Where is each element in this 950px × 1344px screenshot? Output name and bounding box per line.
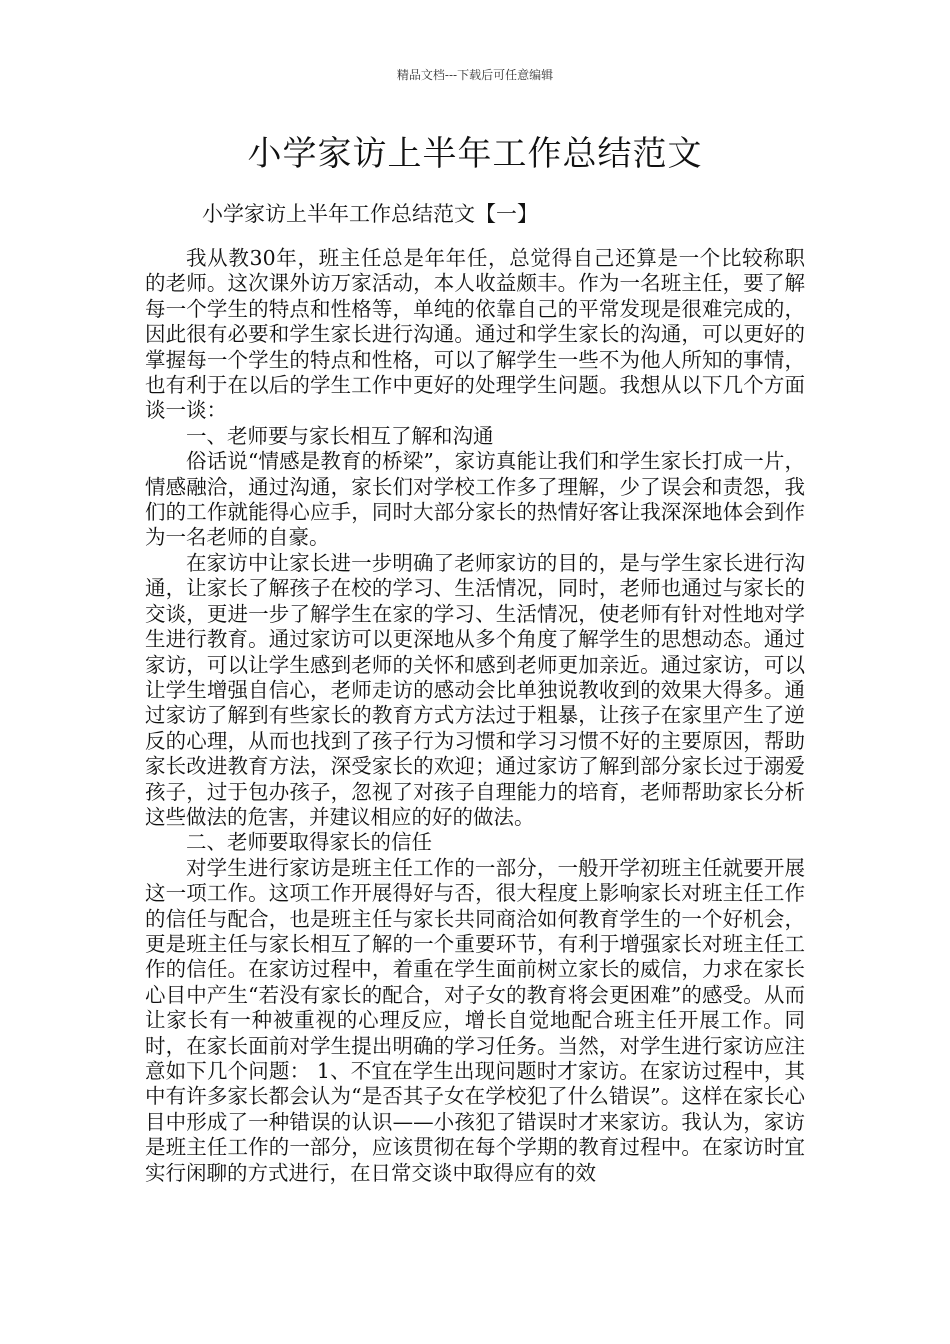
header-note: 精品文档---下载后可任意编辑 (396, 68, 554, 82)
document-subtitle: 小学家访上半年工作总结范文【一】 (202, 202, 538, 226)
section-heading-1: 一、老师要与家长相互了解和沟通 (186, 423, 494, 448)
document-title: 小学家访上半年工作总结范文 (247, 134, 703, 174)
paragraph-section-1a: 俗话说“情感是教育的桥梁”，家访真能让我们和学生家长打成一片，情感融洽，通过沟通，家长们对学校工作多了理解，少了误会和责怨，我们的工作就能得心应手，同时大部分家长的热情好客让我深深地体会到作为一名老师的自豪。 (145, 449, 805, 550)
paragraph-intro: 我从教30年，班主任总是年年任，总觉得自己还算是一个比较称职的老师。这次课外访万家活动，本人收益颇丰。作为一名班主任，要了解每一个学生的特点和性格等，单纯的依靠自己的平常发现是很难完成的，因此很有必要和学生家长进行沟通。通过和学生家长的沟通，可以更好的掌握每一个学生的特点和性格，可以了解学生一些不为他人所知的事情，也有利于在以后的学生工作中更好的处理学生问题。我想从以下几个方面谈一谈： (145, 246, 805, 423)
paragraph-section-2: 对学生进行家访是班主任工作的一部分，一般开学初班主任就要开展这一项工作。这项工作开展得好与否，很大程度上影响家长对班主任工作的信任与配合，也是班主任与家长共同商洽如何教育学生的一个好机会，更是班主任与家长相互了解的一个重要环节，有利于增强家长对班主任工作的信任。在家访过程中，着重在学生面前树立家长的威信，力求在家长心目中产生“若没有家长的配合，对子女的教育将会更困难”的感受。从而让家长有一种被重视的心理反应，增长自觉地配合班主任开展工作。同时，在家长面前对学生提出明确的学习任务。当然，对学生进行家访应注意如下几个问题： 1、不宜在学生出现问题时才家访。在家访过程中，其中有许多家长都会认为“是否其子女在学校犯了什么错误”。这样在家长心目中形成了一种错误的认识——小孩犯了错误时才来家访。我认为，家访是班主任工作的一部分，应该贯彻在每个学期的教育过程中。在家访时宜实行闲聊的方式进行，在日常交谈中取得应有的效 (145, 855, 805, 1185)
paragraph-section-1b: 在家访中让家长进一步明确了老师家访的目的，是与学生家长进行沟通，让家长了解孩子在校的学习、生活情况，同时，老师也通过与家长的交谈，更进一步了解学生在家的学习、生活情况，使老师有针对性地对学生进行教育。通过家访可以更深地从多个角度了解学生的思想动态。通过家访，可以让学生感到老师的关怀和感到老师更加亲近。通过家访，可以让学生增强自信心，老师走访的感动会比单独说教收到的效果大得多。通过家访了解到有些家长的教育方式方法过于粗暴，让孩子在家里产生了逆反的心理，从而也找到了孩子行为习惯和学习习惯不好的主要原因，帮助家长改进教育方法，深受家长的欢迎；通过家访了解到部分家长过于溺爱孩子，过于包办孩子，忽视了对孩子自理能力的培育，老师帮助家长分析这些做法的危害，并建议相应的好的做法。 (145, 550, 805, 829)
section-heading-2: 二、老师要取得家长的信任 (186, 830, 432, 855)
document-body (145, 246, 805, 1186)
